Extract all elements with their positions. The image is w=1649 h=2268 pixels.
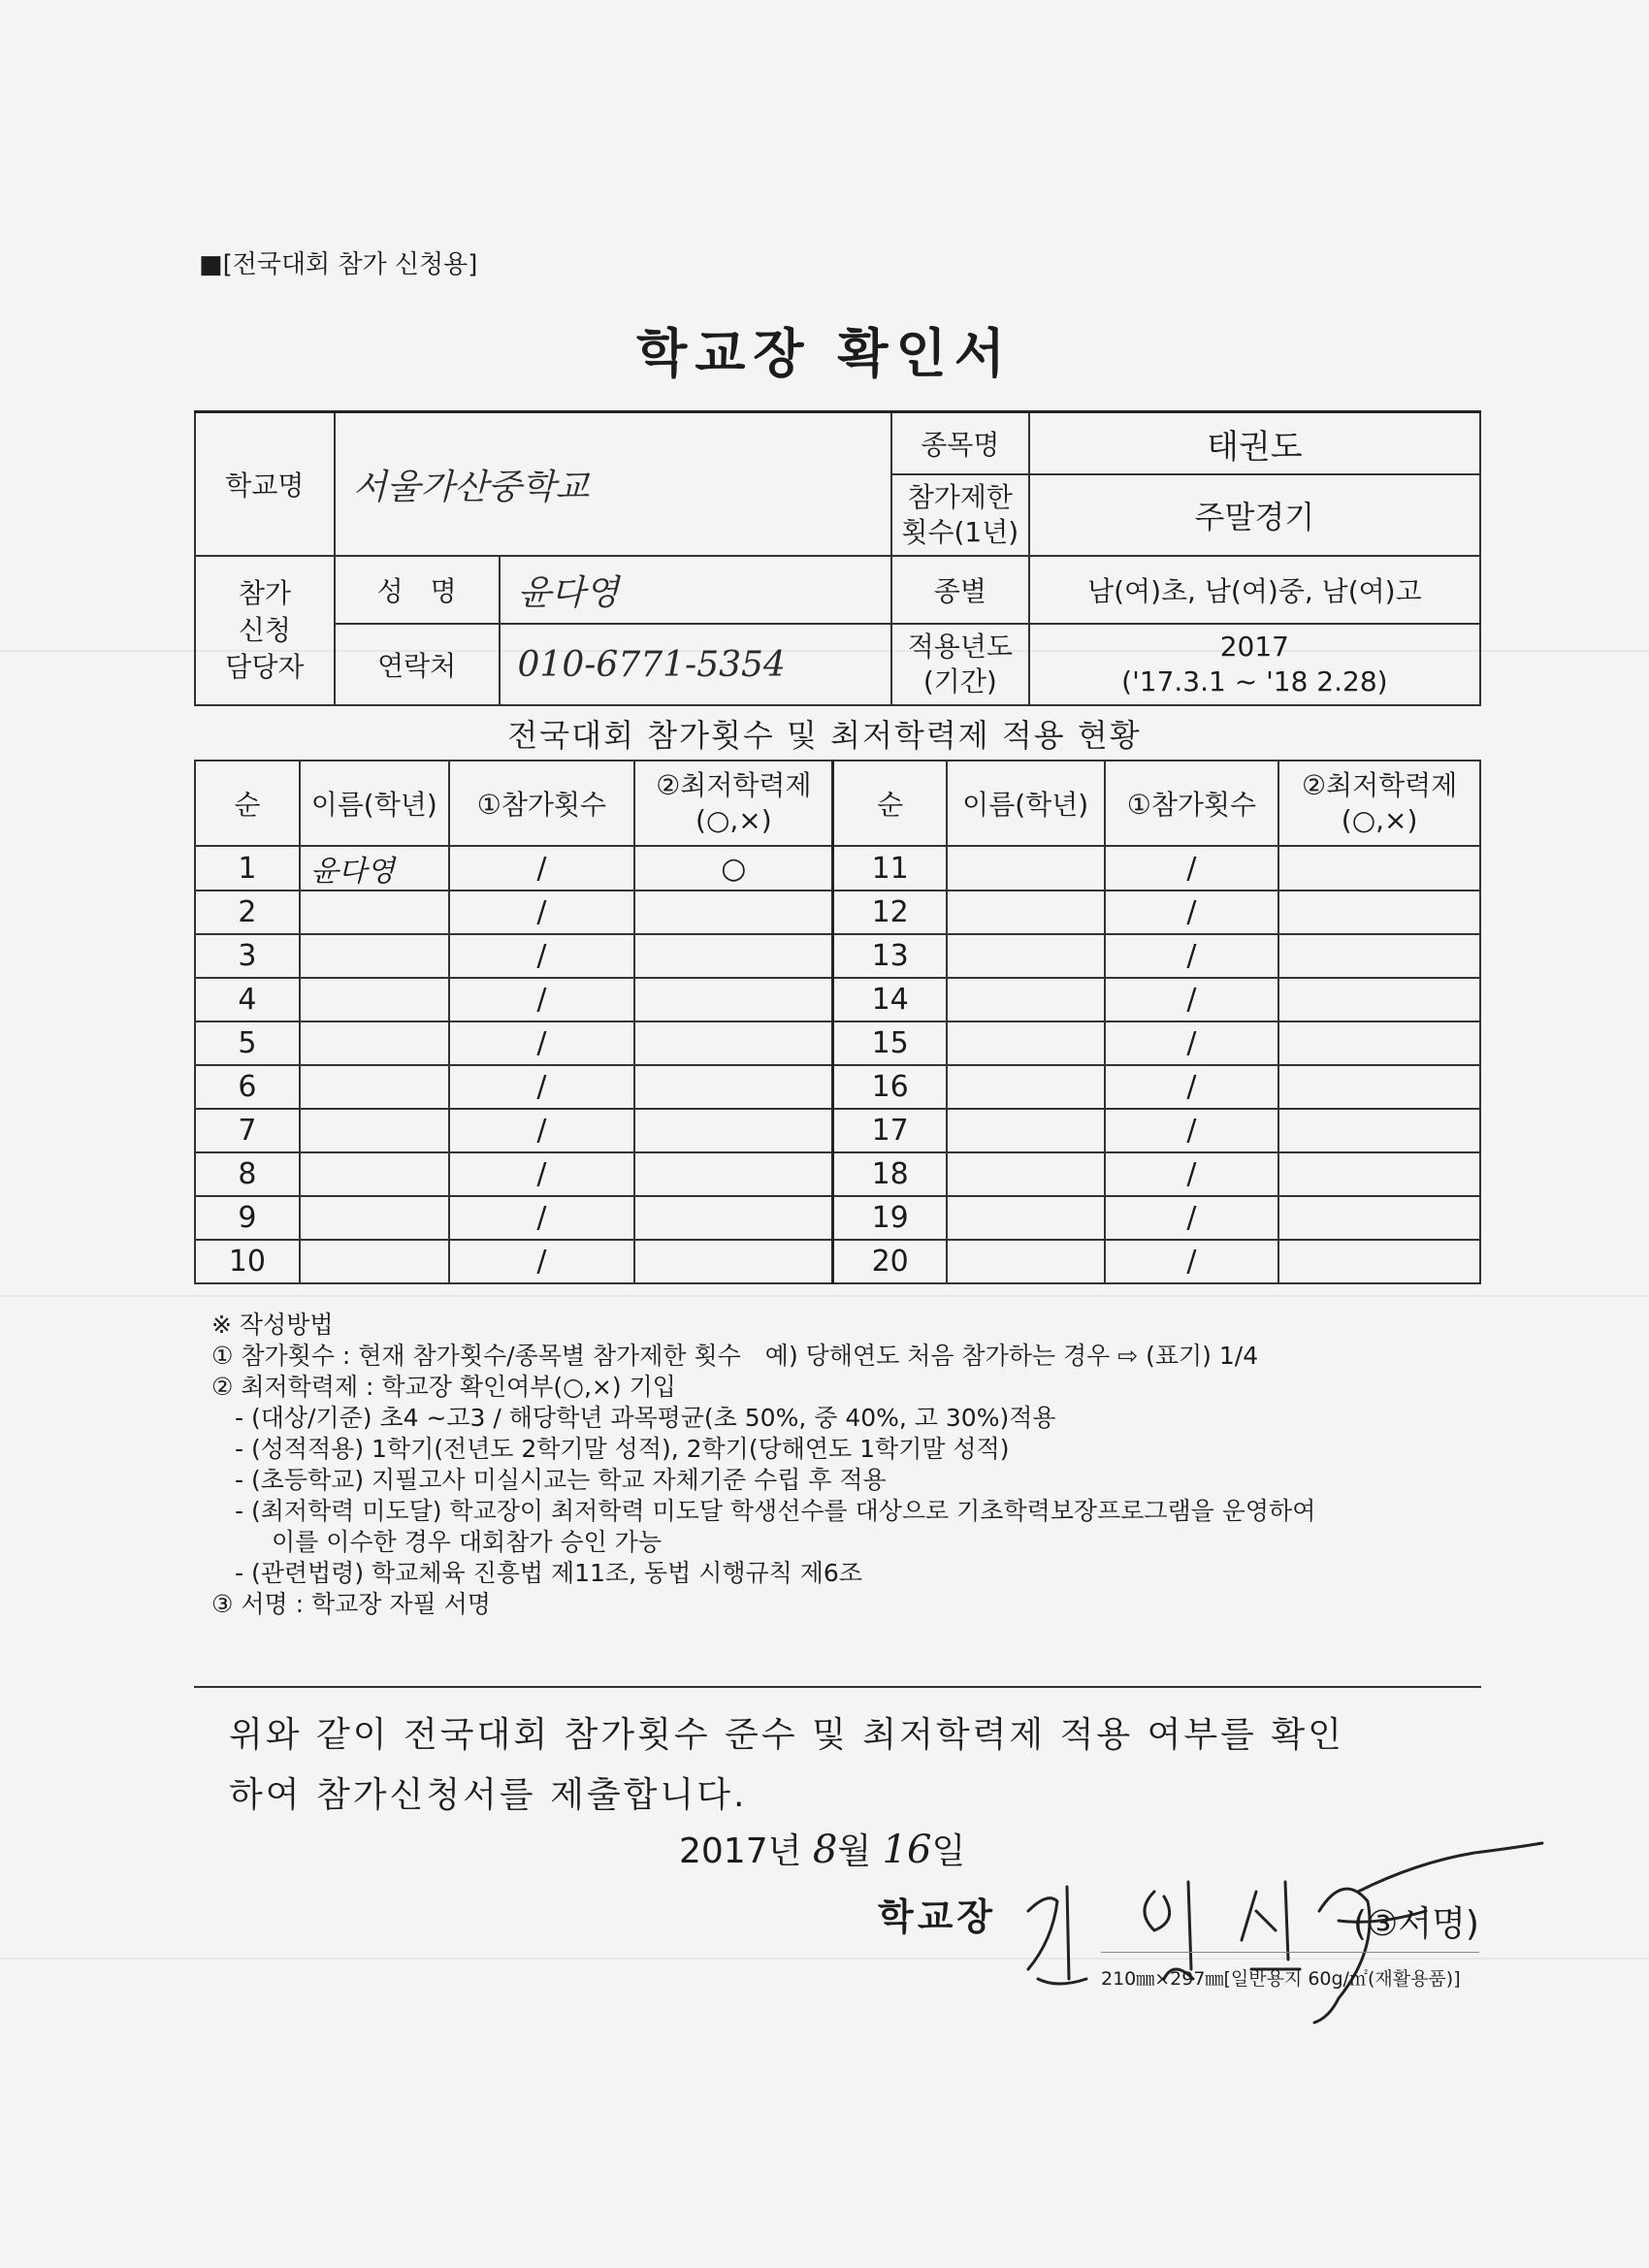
date-year: 2017년	[679, 1831, 802, 1871]
footer-rule	[1101, 1952, 1479, 1953]
row-name	[300, 934, 449, 978]
header-min-line2: (○,×)	[695, 804, 772, 836]
row-count-2: /	[1105, 978, 1279, 1021]
row-num-2: 20	[833, 1240, 947, 1283]
date	[679, 1824, 965, 1873]
paper-spec-footer: 210㎜×297㎜[일반용지 60g/㎡(재활용품)]	[1101, 1968, 1461, 1990]
table-row	[195, 1109, 1480, 1152]
row-count: /	[449, 978, 635, 1021]
row-count-2: /	[1105, 934, 1279, 978]
row-count-2: /	[1105, 1109, 1279, 1152]
limit-value: 주말경기	[1029, 474, 1480, 556]
header-count: ①참가횟수	[449, 761, 635, 846]
name-label: 성 명	[335, 556, 500, 624]
info-table	[194, 410, 1481, 706]
applicant-label-line2: 신청	[238, 614, 291, 646]
note-min-academic: ② 최저학력제 : 학교장 확인여부(○,×) 기입	[211, 1373, 676, 1401]
row-num-2: 19	[833, 1196, 947, 1240]
row-name-2	[947, 1152, 1105, 1196]
header-min-2-line2: (○,×)	[1341, 804, 1418, 836]
year-value	[1029, 624, 1480, 705]
table-header-row	[195, 761, 1480, 846]
school-label: 학교명	[195, 412, 335, 557]
instructions-title: ※ 작성방법	[211, 1311, 334, 1339]
row-num: 10	[195, 1240, 300, 1283]
row-name-2	[947, 1240, 1105, 1283]
row-name	[300, 1240, 449, 1283]
row-min-2	[1278, 978, 1480, 1021]
row-name	[300, 1152, 449, 1196]
row-name: 윤다영	[300, 846, 449, 891]
name-value: 윤다영	[500, 556, 891, 624]
row-num-2: 15	[833, 1021, 947, 1065]
row-count: /	[449, 846, 635, 891]
contact-value: 010-6771-5354	[500, 624, 891, 705]
row-min-2	[1278, 846, 1480, 891]
table-row	[195, 978, 1480, 1021]
table-row	[195, 1152, 1480, 1196]
row-num: 8	[195, 1152, 300, 1196]
row-min: ○	[634, 846, 833, 891]
note-below-minimum: - (최저학력 미도달) 학교장이 최저학력 미도달 학생선수를 대상으로 기초학력보장프로그램을 운영하여	[235, 1497, 1316, 1525]
row-num: 6	[195, 1065, 300, 1109]
year-label	[891, 624, 1029, 705]
header-name-2: 이름(학년)	[947, 761, 1105, 846]
row-count: /	[449, 1109, 635, 1152]
year-value-line1: 2017	[1219, 631, 1289, 663]
instructions	[211, 1310, 1315, 1620]
row-count-2: /	[1105, 1021, 1279, 1065]
row-num-2: 12	[833, 891, 947, 934]
year-value-line2: ('17.3.1 ~ '18 2.28)	[1121, 665, 1388, 697]
row-name-2	[947, 978, 1105, 1021]
statement-line-2: 하여 참가신청서를 제출합니다.	[229, 1775, 748, 1815]
signature-label: (③서명)	[1353, 1904, 1479, 1944]
note-grade-application: - (성적적용) 1학기(전년도 2학기말 성적), 2학기(당해연도 1학기말 성적)	[235, 1435, 1010, 1463]
row-name-2	[947, 1109, 1105, 1152]
row-min	[634, 1152, 833, 1196]
divider	[194, 1686, 1481, 1688]
row-min-2	[1278, 934, 1480, 978]
row-min-2	[1278, 891, 1480, 934]
table-row	[195, 891, 1480, 934]
section-title: 전국대회 참가횟수 및 최저학력제 적용 현황	[507, 717, 1142, 754]
limit-label	[891, 474, 1029, 556]
applicant-label-line3: 담당자	[225, 651, 305, 683]
row-num-2: 17	[833, 1109, 947, 1152]
row-count-2: /	[1105, 1196, 1279, 1240]
limit-label-line1: 참가제한	[907, 481, 1013, 513]
note-signature: ③ 서명 : 학교장 자필 서명	[211, 1590, 491, 1618]
row-min	[634, 1065, 833, 1109]
row-count: /	[449, 1240, 635, 1283]
row-count: /	[449, 1196, 635, 1240]
sport-label: 종목명	[891, 412, 1029, 475]
row-min	[634, 891, 833, 934]
row-count-2: /	[1105, 1152, 1279, 1196]
document-title: 학교장 확인서	[636, 323, 1013, 384]
year-label-line1: 적용년도	[907, 631, 1013, 663]
table-row	[195, 1021, 1480, 1065]
date-day: 16	[882, 1828, 932, 1872]
row-min	[634, 1196, 833, 1240]
sport-value: 태권도	[1029, 412, 1480, 475]
row-num-2: 13	[833, 934, 947, 978]
applicant-label-line1: 참가	[238, 577, 291, 609]
date-month-unit: 월	[837, 1831, 872, 1871]
row-name	[300, 1109, 449, 1152]
applicant-label	[195, 556, 335, 705]
header-num-2: 순	[833, 761, 947, 846]
participation-table	[194, 760, 1481, 1284]
contact-label: 연락처	[335, 624, 500, 705]
date-month: 8	[812, 1828, 838, 1872]
note-participation-count: ① 참가횟수 : 현재 참가횟수/종목별 참가제한 횟수 예) 당해연도 처음 참가하는 경우 ⇨ (표기) 1/4	[211, 1342, 1259, 1370]
row-count: /	[449, 1021, 635, 1065]
principal-label: 학교장	[878, 1895, 997, 1938]
row-min	[634, 1109, 833, 1152]
row-name	[300, 978, 449, 1021]
row-min	[634, 1240, 833, 1283]
row-num: 7	[195, 1109, 300, 1152]
row-num-2: 14	[833, 978, 947, 1021]
type-label: 종별	[891, 556, 1029, 624]
note-target-criteria: - (대상/기준) 초4 ~고3 / 해당학년 과목평균(초 50%, 중 40%, 고 30%)적용	[235, 1404, 1056, 1432]
header-min	[634, 761, 833, 846]
row-name	[300, 1065, 449, 1109]
row-name-2	[947, 1065, 1105, 1109]
row-min	[634, 934, 833, 978]
row-count: /	[449, 1065, 635, 1109]
row-name-2	[947, 1021, 1105, 1065]
note-related-law: - (관련법령) 학교체육 진흥법 제11조, 동법 시행규칙 제6조	[235, 1559, 862, 1587]
table-row	[195, 1065, 1480, 1109]
row-num: 5	[195, 1021, 300, 1065]
table-row	[195, 846, 1480, 891]
row-min	[634, 1021, 833, 1065]
form-type-label: ■[전국대회 참가 신청용]	[199, 250, 478, 279]
header-name: 이름(학년)	[300, 761, 449, 846]
row-count-2: /	[1105, 1065, 1279, 1109]
row-num: 9	[195, 1196, 300, 1240]
row-num-2: 18	[833, 1152, 947, 1196]
row-num: 4	[195, 978, 300, 1021]
row-min-2	[1278, 1196, 1480, 1240]
row-name-2	[947, 1196, 1105, 1240]
header-num: 순	[195, 761, 300, 846]
row-min-2	[1278, 1109, 1480, 1152]
row-count: /	[449, 891, 635, 934]
school-value: 서울가산중학교	[335, 412, 891, 557]
row-count-2: /	[1105, 1240, 1279, 1283]
row-count-2: /	[1105, 891, 1279, 934]
row-name-2	[947, 846, 1105, 891]
row-name-2	[947, 891, 1105, 934]
date-day-unit: 일	[931, 1831, 966, 1871]
row-num: 1	[195, 846, 300, 891]
row-num: 2	[195, 891, 300, 934]
year-label-line2: (기간)	[922, 665, 997, 697]
table-row	[195, 1196, 1480, 1240]
header-min-2	[1278, 761, 1480, 846]
header-count-2: ①참가횟수	[1105, 761, 1279, 846]
row-name-2	[947, 934, 1105, 978]
header-min-2-line1: ②최저학력제	[1301, 769, 1458, 801]
header-min-line1: ②최저학력제	[656, 769, 812, 801]
paper-fold-line	[0, 1295, 1649, 1297]
type-value: 남(여)초, 남(여)중, 남(여)고	[1029, 556, 1480, 624]
table-row	[195, 934, 1480, 978]
table-row	[195, 1240, 1480, 1283]
row-min-2	[1278, 1065, 1480, 1109]
row-name	[300, 891, 449, 934]
row-name	[300, 1196, 449, 1240]
row-min	[634, 978, 833, 1021]
row-num: 3	[195, 934, 300, 978]
row-min-2	[1278, 1240, 1480, 1283]
row-num-2: 11	[833, 846, 947, 891]
row-min-2	[1278, 1021, 1480, 1065]
row-num-2: 16	[833, 1065, 947, 1109]
row-count-2: /	[1105, 846, 1279, 891]
row-min-2	[1278, 1152, 1480, 1196]
note-elementary: - (초등학교) 지필고사 미실시교는 학교 자체기준 수립 후 적용	[235, 1466, 887, 1494]
row-name	[300, 1021, 449, 1065]
row-count: /	[449, 934, 635, 978]
statement-line-1: 위와 같이 전국대회 참가횟수 준수 및 최저학력제 적용 여부를 확인	[229, 1715, 1344, 1755]
limit-label-line2: 횟수(1년)	[901, 516, 1019, 548]
row-count: /	[449, 1152, 635, 1196]
note-below-minimum-cont: 이를 이수한 경우 대회참가 승인 가능	[272, 1528, 662, 1556]
